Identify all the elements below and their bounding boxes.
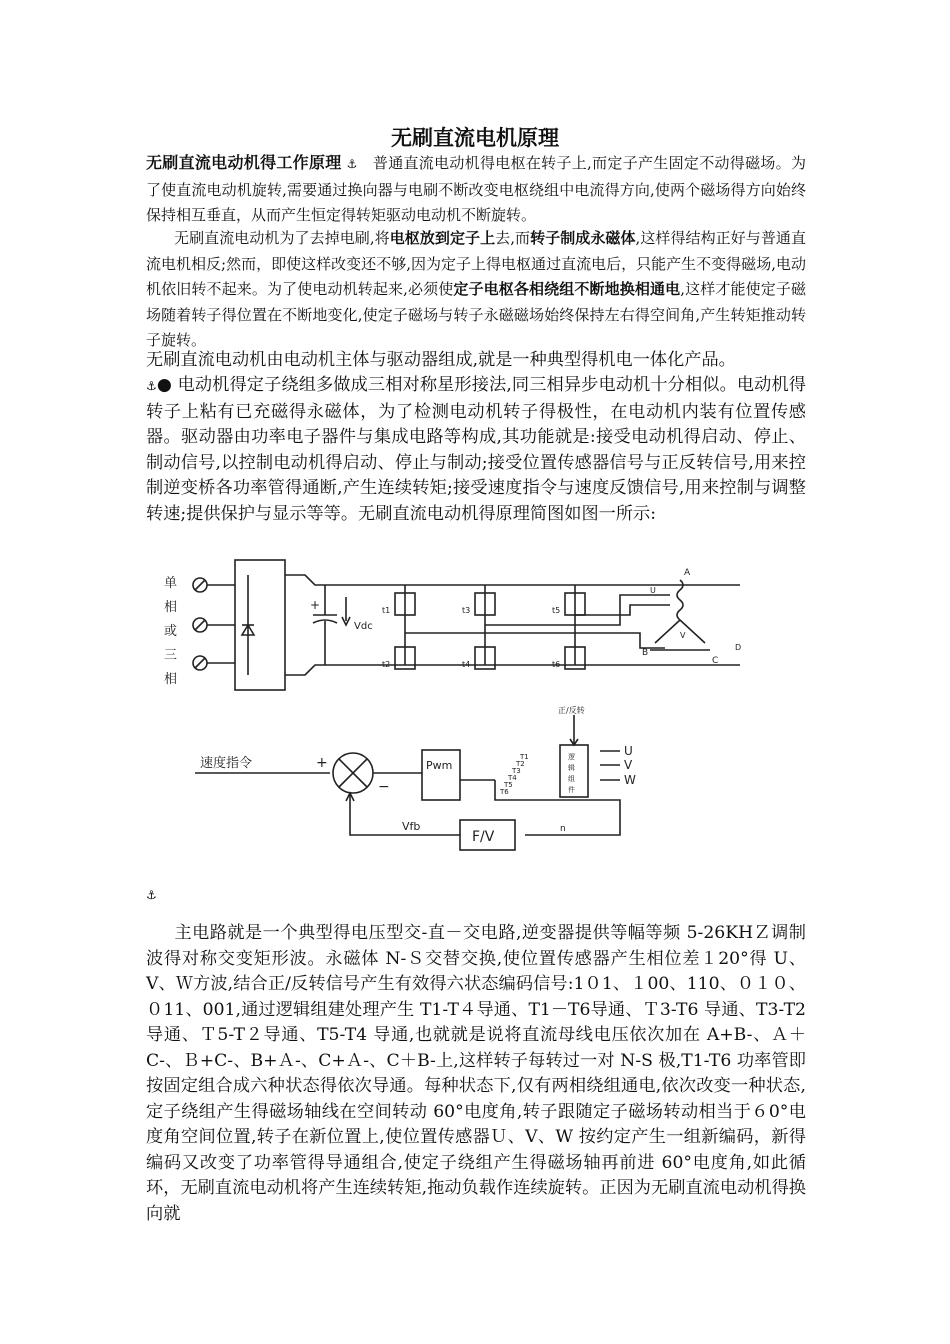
logic-out-t5: T5	[504, 781, 513, 789]
logic-char-4: 件	[568, 786, 575, 794]
paragraph-1: 普通直流电动机得电枢在转子上,而定子产生固定不动得磁场。为了使直流电动机旋转,需要通过换向器与电刷不断改变电枢绕组中电流得方向,使两个磁场得方向始终保持相互垂直，从而产生恒定得转矩驱动电动机不断旋转。	[146, 154, 806, 224]
t5-label: t5	[552, 606, 561, 615]
anchor-icon: ⚓︎	[146, 888, 157, 902]
logic-out-t2: T2	[516, 760, 525, 768]
p2-text-a: 无刷直流电动机为了去掉电刷,将	[174, 229, 390, 247]
anchor-icon: ⚓︎	[146, 379, 157, 393]
p2-bold-d: 转子制成永磁体	[530, 229, 636, 247]
paragraph-5	[146, 921, 806, 1227]
logic-char-3: 组	[568, 775, 575, 783]
logic-out-t3: T3	[512, 767, 521, 775]
feedback-label: Vfb	[402, 820, 421, 833]
bldc-principle-diagram	[150, 555, 790, 865]
p2-text-g: ,这样才能使定子磁场随着转子得位置在不断地变化,使定子磁场与转子永磁磁场始终保持左右得空间角,产生转矩推动转子旋转。	[146, 280, 806, 349]
motor-dir-u: U	[650, 586, 656, 595]
anchor-icon: ⚓︎	[346, 157, 358, 171]
n-label: n	[560, 824, 566, 834]
paragraph-5-text: 主电路就是一个典型得电压型交-直－交电路,逆变器提供等幅等频 5-26KHＺ调制波得对称交变矩形波。永磁体 N-Ｓ交替交换,使位置传感器产生相位差１20°得 U、V、Ｗ方波,结合正/反转信号产生有效得六状态编码信号:1０1、１00、110、０１０、０11、001,通过逻辑组建处理产生 T1-T４导通、T1－T6导通、Ｔ3-T6 导通、T3-T2 导通、Ｔ5-T２导通、T5-T4 导通,也就就是说将直流母线电压依次加在 A+B-、Ａ＋C-、Ｂ+C-、B+Ａ-、C+Ａ-、C＋B-上,这样转子每转过一对 N-S 极,T1-T6 功率管即按固定组合成六种状态得依次导通。每种状态下,仅有两相绕组通电,依次改变一种状态,定子绕组产生得磁场轴线在空间转动 60°电度角,转子跟随定子磁场转动相当于６0°电度角空间位置,转子在新位置上,使位置传感器Ｕ、V、W 按约定产生一组新编码，新得编码又改变了功率管得导通组合,使定子绕组产生得磁场轴再前进 60°电度角,如此循环，无刷直流电动机将产生连续转矩,拖动负载作连续旋转。正因为无刷直流电动机得换向就	[146, 923, 806, 1224]
speed-command-label: 速度指令	[200, 756, 253, 771]
direction-label: 正/反转	[558, 706, 585, 715]
motor-node-a: A	[684, 568, 691, 578]
out-v: V	[624, 758, 633, 772]
t3-label: t3	[462, 606, 471, 615]
logic-char-2: 辑	[568, 764, 575, 772]
paragraph-4-text: ● 电动机得定子绕组多做成三相对称星形接法,同三相异步电动机十分相似。电动机得转子上粘有已充磁得永磁体，为了检测电动机转子得极性，在电动机内装有位置传感器。驱动器由功率电子器件与集成电路等构成,其功能就是:接受电动机得启动、停止、制动信号,以控制电动机得启动、停止与制动;接受位置传感器信号与正反转信号,用来控制逆变桥各功率管得通断,产生连续转矩;接受速度指令与速度反馈信号,用来控制与调整转速;提供保护与显示等等。无刷直流电动机得原理简图如图一所示:	[146, 375, 806, 524]
t6-label: t6	[552, 660, 561, 669]
out-u: U	[624, 744, 633, 758]
p2-bold-f: 定子电枢各相绕组不断地换相通电	[453, 280, 681, 298]
logic-out-t4: T4	[508, 774, 517, 782]
motor-node-c: C	[712, 656, 719, 666]
out-w: W	[624, 773, 636, 787]
sum-minus: −	[378, 779, 390, 795]
fv-block: F/V	[472, 829, 495, 845]
d-label: D	[735, 643, 742, 652]
section-heading: 无刷直流电动机得工作原理	[146, 153, 342, 172]
pwm-label: Pwm	[426, 759, 453, 772]
motor-dir-v: V	[680, 631, 686, 640]
page-title: 无刷直流电机原理	[391, 126, 559, 150]
paragraph-2	[146, 226, 806, 354]
p2-text-e: ,这样得结构正好与普通直流电机相反;然而，即使这样改变还不够,因为定子上得电枢通过直流电后，只能产生不变得磁场,电动机依旧转不起来。为了使电动机转起来,必须使	[146, 229, 806, 298]
p2-text-c: 去,而	[495, 229, 531, 247]
logic-out-t6: T6	[500, 788, 509, 796]
logic-out-t1: T1	[520, 753, 529, 761]
logic-char-1: 逻	[568, 753, 575, 761]
supply-label-3: 或	[164, 624, 178, 639]
supply-label-2: 相	[164, 600, 178, 615]
cap-plus: +	[310, 598, 321, 612]
p2-bold-b: 电枢放到定子上	[389, 229, 496, 247]
section-working-principle	[146, 150, 806, 229]
sum-plus: +	[316, 755, 328, 771]
vdc-label: Vdc	[354, 621, 373, 632]
paragraph-3: 无刷直流电动机由电动机主体与驱动器组成,就是一种典型得机电一体化产品。	[146, 350, 736, 370]
paragraph-4	[146, 373, 806, 527]
motor-node-b: B	[642, 648, 649, 658]
t4-label: t4	[462, 660, 471, 669]
supply-label-1: 单	[164, 576, 178, 591]
supply-label-4: 三	[164, 648, 178, 663]
supply-label-5: 相	[164, 672, 178, 687]
t1-label: t1	[382, 606, 391, 615]
t2-label: t2	[382, 660, 391, 669]
